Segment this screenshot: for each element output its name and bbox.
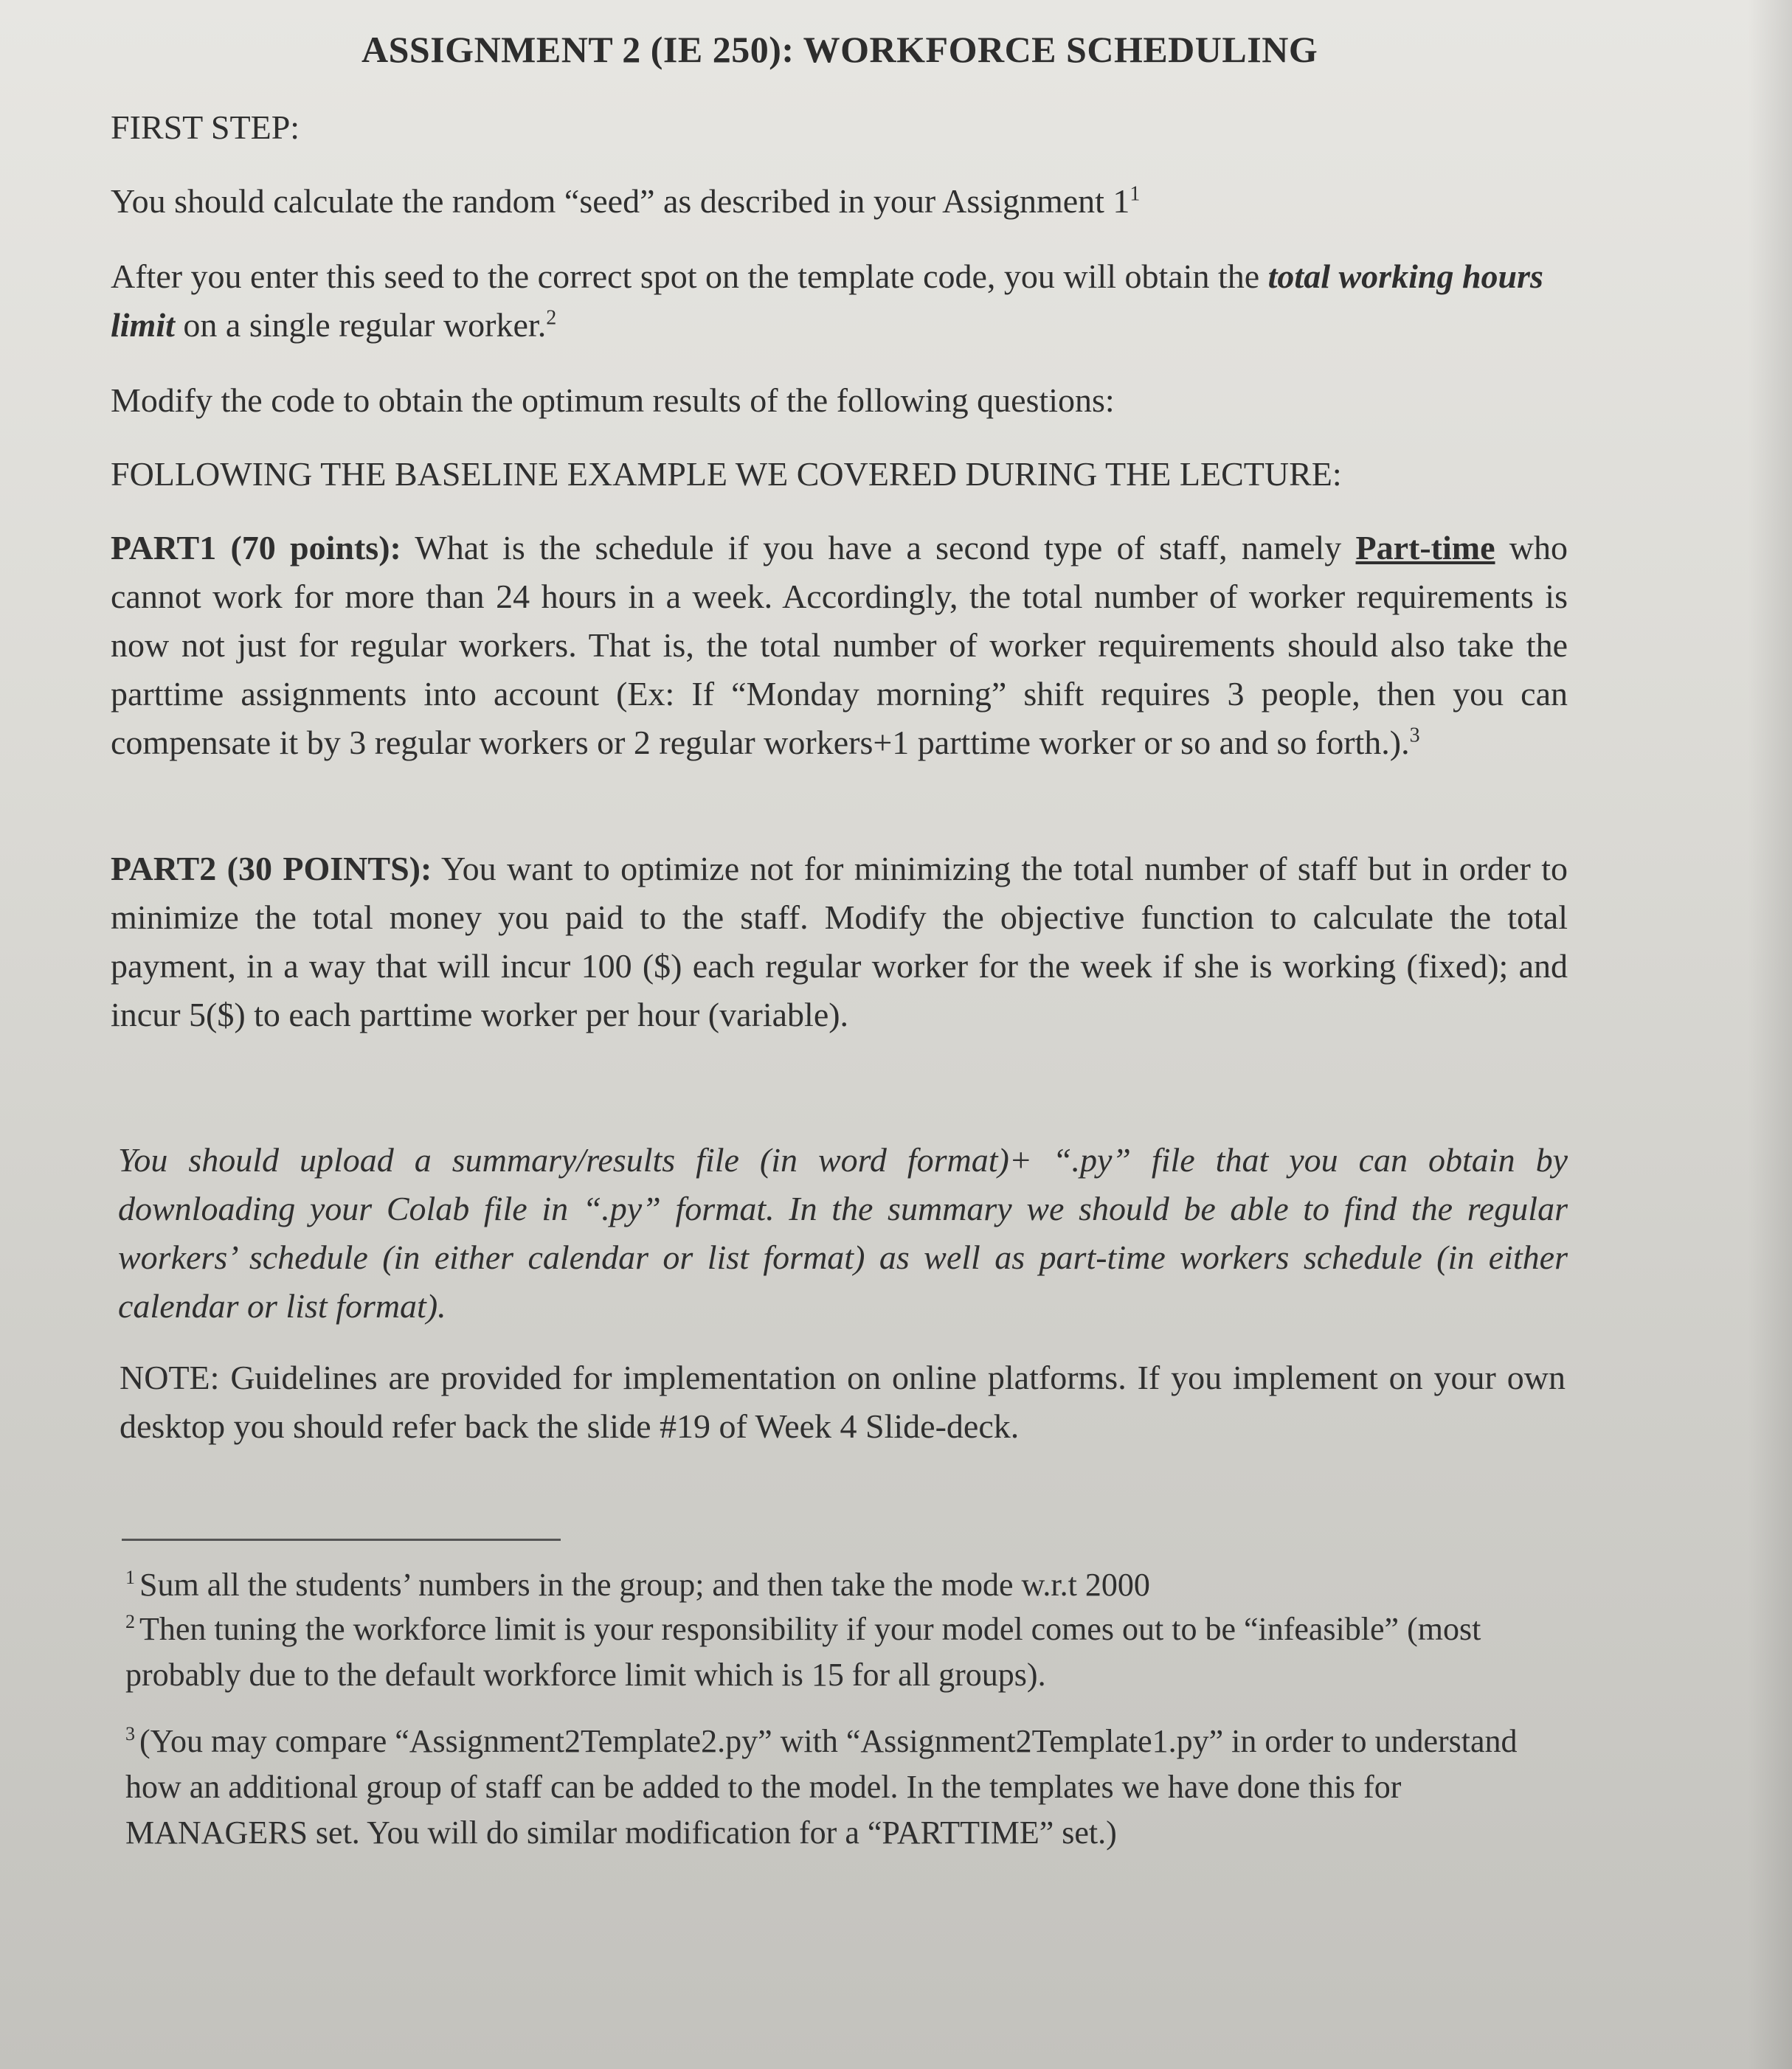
seed-entry-text-b: on a single regular worker. xyxy=(174,306,547,344)
part1-paragraph xyxy=(111,524,1568,767)
footnote-1-mark: 1 xyxy=(125,1567,135,1589)
footnote-1 xyxy=(125,1562,1549,1608)
note-paragraph: NOTE: Guidelines are provided for implementation on online platforms. If you implement on your own desktop you should refer back the slide #19 of Week 4 Slide-deck. xyxy=(120,1359,1566,1445)
part2-heading: PART2 (30 POINTS): xyxy=(111,850,432,887)
modify-code-paragraph: Modify the code to obtain the optimum results of the following questions: xyxy=(111,381,1115,419)
document-title: ASSIGNMENT 2 (IE 250): WORKFORCE SCHEDULING xyxy=(361,29,1318,70)
seed-entry-paragraph xyxy=(111,252,1568,350)
footnote-separator xyxy=(122,1539,561,1541)
part-time-emphasis: Part-time xyxy=(1355,529,1495,566)
footnote-2-text: Then tuning the workforce limit is your responsibility if your model comes out to be “infeasible” (most probably due to the default workforce limit which is 15 for all groups). xyxy=(125,1611,1481,1693)
footnote-1-text: Sum all the students’ numbers in the group; and then take the mode w.r.t 2000 xyxy=(139,1567,1150,1603)
baseline-heading: FOLLOWING THE BASELINE EXAMPLE WE COVERED DURING THE LECTURE: xyxy=(111,455,1342,493)
upload-instructions: You should upload a summary/results file (in word format)+ “.py” file that you can obtain by downloading your Colab file in “.py” format. In the summary we should be able to find the regular workers’ schedule (in either calendar or list format) as well as part-time workers schedule (in either calendar or list format). xyxy=(118,1141,1568,1325)
footnote-ref-3: 3 xyxy=(1409,724,1420,747)
first-step-heading: FIRST STEP: xyxy=(111,108,300,146)
footnote-2-mark: 2 xyxy=(125,1611,135,1633)
part1-text-a: What is the schedule if you have a second type of staff, namely xyxy=(401,529,1356,566)
seed-text: You should calculate the random “seed” as described in your Assignment 1 xyxy=(111,182,1130,220)
part1-text-b: who cannot work for more than 24 hours in a week. Accordingly, the total number of worker requirements is now not just for regular workers. That is, the total number of worker requirements should also take the parttime assignments into account (Ex: If “Monday morning” shift requires 3 people, then you can compensate it by 3 regular workers or 2 regular workers+1 parttime worker or so and so forth.). xyxy=(111,529,1568,761)
part1-heading: PART1 (70 points): xyxy=(111,529,401,566)
footnote-3 xyxy=(125,1719,1549,1856)
footnote-ref-1: 1 xyxy=(1129,182,1141,206)
seed-entry-text-a: After you enter this seed to the correct spot on the template code, you will obtain the xyxy=(111,257,1268,295)
page-edge-shadow xyxy=(1748,0,1792,2069)
footnote-3-mark: 3 xyxy=(125,1723,135,1745)
part2-text: You want to optimize not for minimizing the total number of staff but in order to minimize the total money you paid to the staff. Modify the objective function to calculate the total payment, in a way that will incur 100 ($) each regular worker for the week if she is working (fixed); and incur 5($) to each parttime worker per hour (variable). xyxy=(111,850,1568,1033)
footnote-3-text: (You may compare “Assignment2Template2.py” with “Assignment2Template1.py” in order to understand how an additional group of staff can be added to the model. In the templates we have done this for MANAGERS set. You will do similar modification for a “PARTTIME” set.) xyxy=(125,1723,1518,1851)
seed-paragraph xyxy=(111,177,1568,226)
part2-paragraph xyxy=(111,845,1568,1039)
footnote-ref-2: 2 xyxy=(546,306,557,330)
footnote-2 xyxy=(125,1607,1549,1698)
total-working-hours-emphasis: total working hours limit xyxy=(111,257,1543,344)
